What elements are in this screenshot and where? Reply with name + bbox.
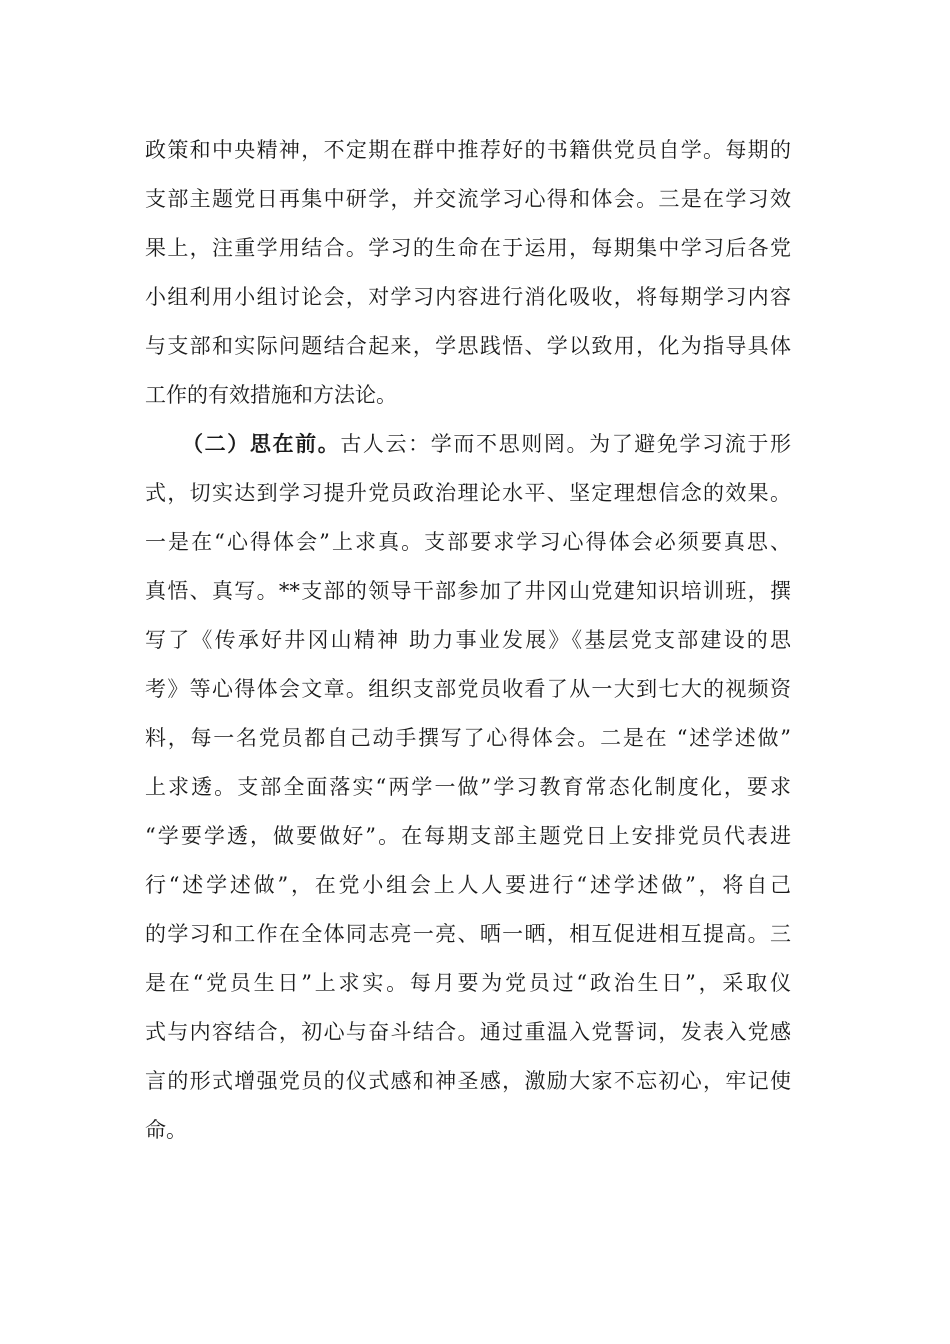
paragraph-1-line: 与支部和实际问题结合起来，学思践悟、学以致用，化为指导具体 <box>145 334 791 358</box>
paragraph-2-line: 真悟、真写。**支部的领导干部参加了井冈山党建知识培训班，撰 <box>145 579 791 603</box>
paragraph-1-line: 果上，注重学用结合。学习的生命在于运用，每期集中学习后各党 <box>145 236 791 260</box>
paragraph-2-line: 上求透。支部全面落实“两学一做”学习教育常态化制度化，要求 <box>145 775 791 799</box>
paragraph-1-line: 工作的有效措施和方法论。 <box>145 383 397 407</box>
paragraph-1-line: 支部主题党日再集中研学，并交流学习心得和体会。三是在学习效 <box>145 187 791 211</box>
paragraph-2-line: 写了《传承好井冈山精神 助力事业发展》《基层党支部建设的思 <box>145 628 791 652</box>
paragraph-2-line: 一是在“心得体会”上求真。支部要求学习心得体会必须要真思、 <box>145 530 791 554</box>
paragraph-2-line: 行“述学述做”，在党小组会上人人要进行“述学述做”，将自己 <box>145 873 791 897</box>
paragraph-2-line: 式，切实达到学习提升党员政治理论水平、坚定理想信念的效果。 <box>145 481 791 505</box>
paragraph-2-line: 料，每一名党员都自己动手撰写了心得体会。二是在 “述学述做” <box>145 726 791 750</box>
paragraph-2-line: 是在“党员生日”上求实。每月要为党员过“政治生日”，采取仪 <box>145 971 791 995</box>
paragraph-1-line: 小组利用小组讨论会，对学习内容进行消化吸收，将每期学习内容 <box>145 285 791 309</box>
paragraph-2-first-line <box>182 429 791 459</box>
paragraph-2-line: 命。 <box>145 1118 187 1142</box>
paragraph-2-line: 考》等心得体会文章。组织支部党员收看了从一大到七大的视频资 <box>145 677 791 701</box>
paragraph-2-line: 式与内容结合，初心与奋斗结合。通过重温入党誓词，发表入党感 <box>145 1020 791 1044</box>
paragraph-2-line: 的学习和工作在全体同志亮一亮、晒一晒，相互促进相互提高。三 <box>145 922 791 946</box>
paragraph-2-first-line-text: 古人云：学而不思则罔。为了避免学习流于形 <box>340 432 792 456</box>
paragraph-2-line: “学要学透，做要做好”。在每期支部主题党日上安排党员代表进 <box>145 824 791 848</box>
paragraph-2-line: 言的形式增强党员的仪式感和神圣感，激励大家不忘初心，牢记使 <box>145 1069 791 1093</box>
paragraph-1-line: 政策和中央精神，不定期在群中推荐好的书籍供党员自学。每期的 <box>145 138 791 162</box>
section-heading: （二）思在前。 <box>182 431 341 456</box>
